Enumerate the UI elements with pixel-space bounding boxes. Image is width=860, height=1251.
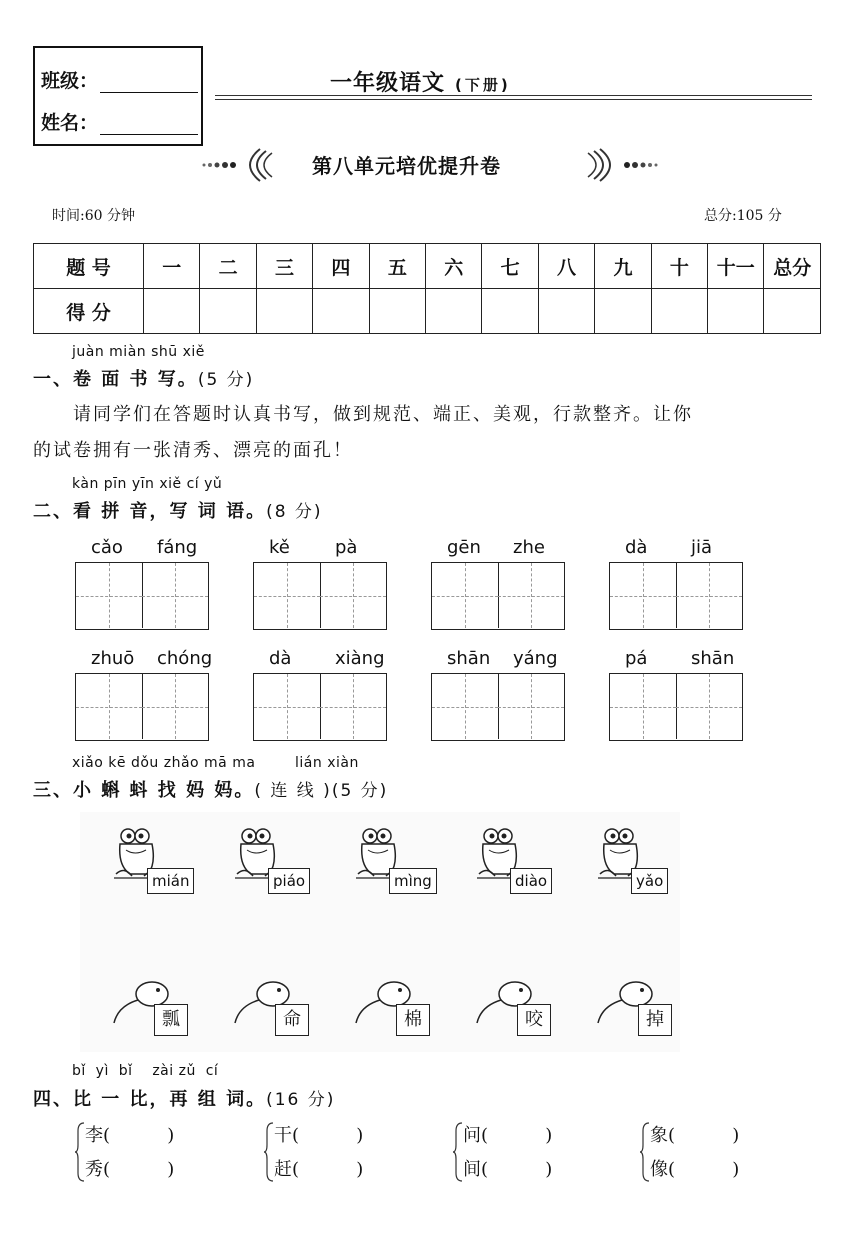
name-line[interactable] <box>100 116 198 135</box>
s2-points: (8 分) <box>266 502 323 522</box>
tadpole-char-label[interactable]: 棉 <box>396 1004 430 1036</box>
s1-title: 一、卷 面 书 写。 <box>33 369 198 390</box>
score-cell[interactable] <box>482 289 538 334</box>
pair-word-blank[interactable]: 间( ) <box>463 1159 553 1180</box>
page-title <box>330 66 511 97</box>
s3-title: 三、小 蝌 蚪 找 妈 妈。 <box>33 780 255 801</box>
title-rule-2 <box>215 99 812 100</box>
writing-grid[interactable] <box>609 562 743 630</box>
score-cell[interactable] <box>651 289 707 334</box>
frog-pinyin-label[interactable]: diào <box>510 868 552 894</box>
s1-pinyin: juàn miàn shū xiě <box>72 344 205 360</box>
volume-text: (下册) <box>455 76 511 94</box>
frog-pinyin-label[interactable]: mián <box>147 868 194 894</box>
score-cell[interactable] <box>200 289 256 334</box>
class-line[interactable] <box>100 74 198 93</box>
score-cell[interactable] <box>426 289 482 334</box>
title-rule-1 <box>215 95 812 96</box>
s4-heading <box>33 1085 335 1111</box>
pair-word-blank[interactable]: 像( ) <box>650 1159 740 1180</box>
pair-word-blank[interactable]: 秀( ) <box>85 1159 175 1180</box>
score-cell[interactable] <box>313 289 369 334</box>
grid-pinyin: dà <box>269 648 292 669</box>
right-ornament-icon <box>585 145 660 185</box>
frog-pinyin-label[interactable]: mìng <box>389 868 437 894</box>
s4-points: (16 分) <box>266 1090 336 1110</box>
score-cell[interactable] <box>369 289 425 334</box>
score-cell[interactable] <box>764 289 821 334</box>
grid-cell[interactable] <box>432 563 499 628</box>
table-cell: 九 <box>595 244 651 289</box>
grid-cell[interactable] <box>254 674 321 739</box>
writing-grid[interactable] <box>431 562 565 630</box>
pair-word-blank[interactable]: 问( ) <box>463 1125 553 1146</box>
pair-word-blank[interactable]: 李( ) <box>85 1125 175 1146</box>
grid-cell[interactable] <box>142 674 208 739</box>
grid-cell[interactable] <box>610 674 677 739</box>
brace-icon <box>264 1121 274 1183</box>
score-cell[interactable] <box>256 289 312 334</box>
total-score: 总分:105 分 <box>704 208 782 224</box>
grid-cell[interactable] <box>320 674 386 739</box>
writing-grid[interactable] <box>609 673 743 741</box>
s3-pinyin: xiǎo kē dǒu zhǎo mā ma lián xiàn <box>72 755 359 771</box>
table-cell: 三 <box>256 244 312 289</box>
tadpole-char-label[interactable]: 瓢 <box>154 1004 188 1036</box>
word-pair <box>264 1119 394 1185</box>
s1-text-2: 的试卷拥有一张清秀、漂亮的面孔！ <box>33 440 353 461</box>
writing-grid[interactable] <box>253 673 387 741</box>
tadpole-char-label[interactable]: 掉 <box>638 1004 672 1036</box>
grid-cell[interactable] <box>610 563 677 628</box>
table-cell: 一 <box>144 244 200 289</box>
s4-pinyin: bǐ yì bǐ zài zǔ cí <box>72 1063 219 1079</box>
grid-pinyin: shān <box>691 648 735 669</box>
pair-word-blank[interactable]: 象( ) <box>650 1125 740 1146</box>
table-cell: 二 <box>200 244 256 289</box>
tadpole-char-label[interactable]: 命 <box>275 1004 309 1036</box>
class-field[interactable] <box>41 66 198 93</box>
grid-pinyin: xiàng <box>335 648 385 669</box>
tadpole-char-label[interactable]: 咬 <box>517 1004 551 1036</box>
grid-cell[interactable] <box>320 563 386 628</box>
grid-cell[interactable] <box>676 674 742 739</box>
exam-subtitle: 第八单元培优提升卷 <box>312 154 501 178</box>
score-cell[interactable] <box>595 289 651 334</box>
table-cell: 题 号 <box>34 244 144 289</box>
grid-pinyin: zhe <box>513 537 545 558</box>
s3-heading <box>33 776 388 802</box>
pair-word-blank[interactable]: 赶( ) <box>274 1159 364 1180</box>
writing-grid[interactable] <box>431 673 565 741</box>
name-label: 姓名： <box>41 112 99 134</box>
frog-pinyin-label[interactable]: piáo <box>268 868 310 894</box>
grid-pinyin: fáng <box>157 537 198 558</box>
table-cell: 六 <box>426 244 482 289</box>
brace-icon <box>640 1121 650 1183</box>
grid-cell[interactable] <box>676 563 742 628</box>
s4-title: 四、比 一 比，再 组 词。 <box>33 1089 267 1110</box>
grid-pinyin: pà <box>335 537 358 558</box>
grid-cell[interactable] <box>498 674 564 739</box>
brace-icon <box>75 1121 85 1183</box>
left-ornament-icon <box>200 145 275 185</box>
table-cell: 四 <box>313 244 369 289</box>
grid-pinyin: zhuō <box>91 648 135 669</box>
grid-pinyin: kě <box>269 537 290 558</box>
score-cell[interactable] <box>538 289 594 334</box>
grid-pinyin: chóng <box>157 648 213 669</box>
grid-cell[interactable] <box>432 674 499 739</box>
brace-icon <box>453 1121 463 1183</box>
grid-cell[interactable] <box>142 563 208 628</box>
table-cell: 五 <box>369 244 425 289</box>
time-limit: 时间:60 分钟 <box>52 208 135 224</box>
s2-pinyin: kàn pīn yīn xiě cí yǔ <box>72 476 223 492</box>
s2-title: 二、看 拼 音，写 词 语。 <box>33 501 267 522</box>
grid-pinyin: jiā <box>691 537 713 558</box>
s3-points: ( 连 线 )(5 分) <box>254 781 389 801</box>
word-pair <box>640 1119 770 1185</box>
grid-cell[interactable] <box>498 563 564 628</box>
writing-grid[interactable] <box>253 562 387 630</box>
s2-heading <box>33 497 323 523</box>
s1-heading <box>33 365 254 391</box>
writing-grid[interactable] <box>75 673 209 741</box>
grid-cell[interactable] <box>76 674 143 739</box>
table-header-row <box>34 244 821 289</box>
table-cell: 八 <box>538 244 594 289</box>
table-cell: 十 <box>651 244 707 289</box>
s1-text-1: 请同学们在答题时认真书写，做到规范、端正、美观，行款整齐。让你 <box>73 404 693 425</box>
score-cell[interactable] <box>708 289 764 334</box>
grid-pinyin: gēn <box>447 537 481 558</box>
grid-cell[interactable] <box>254 563 321 628</box>
score-cell[interactable] <box>144 289 200 334</box>
title-text: 一年级语文 <box>330 71 446 96</box>
score-table <box>33 243 821 334</box>
pair-word-blank[interactable]: 干( ) <box>274 1125 364 1146</box>
frog-pinyin-label[interactable]: yǎo <box>631 868 668 894</box>
table-cell: 得 分 <box>34 289 144 334</box>
word-pair <box>75 1119 205 1185</box>
table-score-row <box>34 289 821 334</box>
grid-pinyin: shān <box>447 648 491 669</box>
grid-cell[interactable] <box>76 563 143 628</box>
table-cell: 十一 <box>708 244 764 289</box>
word-pair <box>453 1119 583 1185</box>
table-cell: 总分 <box>764 244 821 289</box>
writing-grid[interactable] <box>75 562 209 630</box>
grid-pinyin: yáng <box>513 648 558 669</box>
name-field[interactable] <box>41 108 198 135</box>
table-cell: 七 <box>482 244 538 289</box>
grid-pinyin: pá <box>625 648 648 669</box>
grid-pinyin: dà <box>625 537 648 558</box>
class-name-box <box>33 46 203 146</box>
s1-points: (5 分) <box>197 370 255 390</box>
grid-pinyin: cǎo <box>91 537 123 558</box>
class-label: 班级： <box>41 70 99 92</box>
